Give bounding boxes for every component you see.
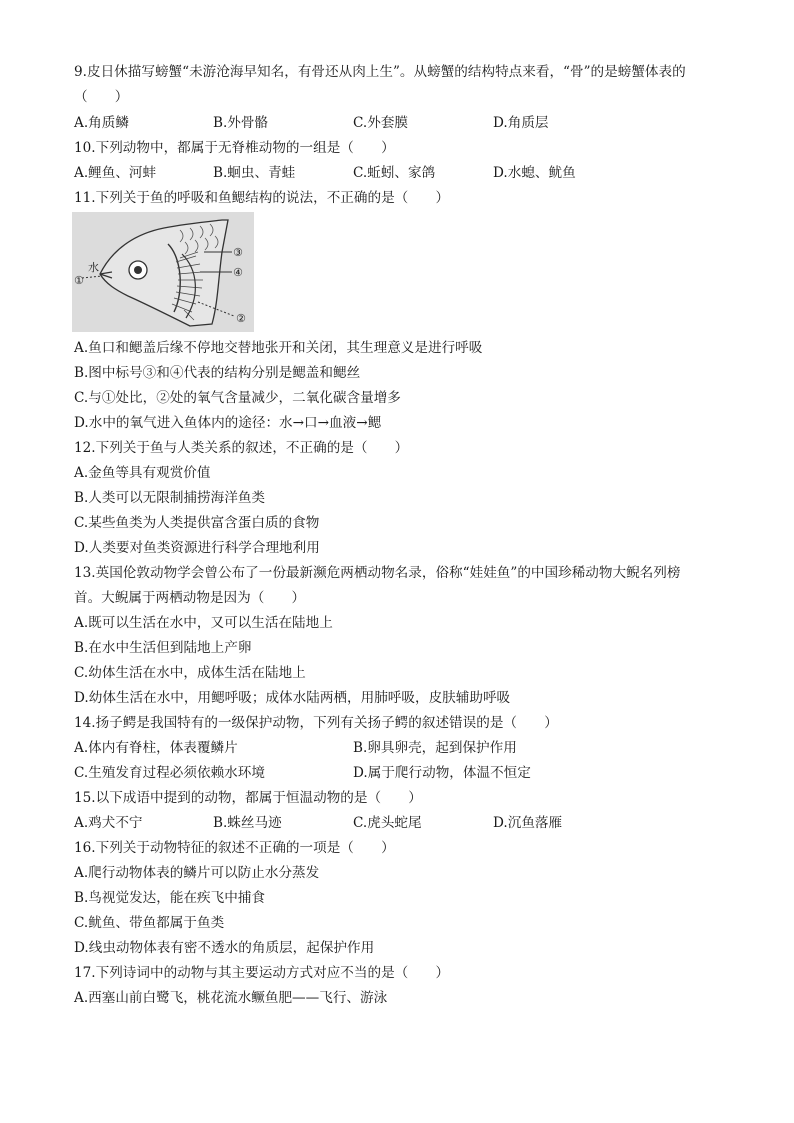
q16-option-c: C.鱿鱼、带鱼都属于鱼类 <box>74 915 225 931</box>
q12-option-d: D.人类要对鱼类资源进行科学合理地利用 <box>74 540 320 556</box>
fish-gill-figure <box>72 212 254 332</box>
fish-gill-diagram <box>72 212 254 332</box>
label-1: ① <box>74 274 84 287</box>
q15-option-a: A.鸡犬不宁 <box>74 815 143 831</box>
label-water: 水 <box>88 261 99 274</box>
q16-option-a: A.爬行动物体表的鳞片可以防止水分蒸发 <box>74 865 320 881</box>
q9-stem: 9.皮日休描写螃蟹“未游沧海早知名，有骨还从肉上生”。从螃蟹的结构特点来看，“骨”的是螃蟹体表的 <box>74 64 686 80</box>
q16-option-d: D.线虫动物体表有密不透水的角质层，起保护作用 <box>74 940 375 956</box>
q17-stem: 17.下列诗词中的动物与其主要运动方式对应不当的是（ ） <box>74 965 450 981</box>
q12-option-a: A.金鱼等具有观赏价值 <box>74 465 211 481</box>
q9-option-c: C.外套膜 <box>353 115 409 131</box>
q9-option-a: A.角质鳞 <box>74 115 129 131</box>
q16-option-b: B.鸟视觉发达，能在疾飞中捕食 <box>74 890 266 906</box>
q10-option-b: B.蛔虫、青蛙 <box>213 165 296 181</box>
q13-stem-cont: 首。大鲵属于两栖动物是因为（ ） <box>74 590 306 606</box>
fish-eye-pupil <box>134 266 142 274</box>
q12-option-b: B.人类可以无限制捕捞海洋鱼类 <box>74 490 266 506</box>
q12-stem: 12.下列关于鱼与人类关系的叙述，不正确的是（ ） <box>74 440 409 456</box>
q11-option-c: C.与①处比，②处的氧气含量减少，二氧化碳含量增多 <box>74 390 401 406</box>
q9-stem-cont: （ ） <box>74 89 129 105</box>
q10-stem: 10.下列动物中，都属于无脊椎动物的一组是（ ） <box>74 140 395 156</box>
q13-option-c: C.幼体生活在水中，成体生活在陆地上 <box>74 665 306 681</box>
q9-option-d: D.角质层 <box>493 115 549 131</box>
q15-option-c: C.虎头蛇尾 <box>353 815 422 831</box>
q14-option-c: C.生殖发育过程必须依赖水环境 <box>74 765 265 781</box>
q10-option-d: D.水螅、鱿鱼 <box>493 165 576 181</box>
q13-option-a: A.既可以生活在水中，又可以生活在陆地上 <box>74 615 333 631</box>
q15-option-d: D.沉鱼落雁 <box>493 815 563 831</box>
q13-stem: 13.英国伦敦动物学会曾公布了一份最新濒危两栖动物名录，俗称“娃娃鱼”的中国珍稀动物大鲵名列榜 <box>74 565 681 581</box>
label-3: ③ <box>233 246 243 259</box>
q17-option-a: A.西塞山前白鹭飞，桃花流水鳜鱼肥——飞行、游泳 <box>74 990 388 1006</box>
q16-stem: 16.下列关于动物特征的叙述不正确的一项是（ ） <box>74 840 395 856</box>
q14-stem: 14.扬子鳄是我国特有的一级保护动物，下列有关扬子鳄的叙述错误的是（ ） <box>74 715 558 731</box>
q12-option-c: C.某些鱼类为人类提供富含蛋白质的食物 <box>74 515 320 531</box>
water-in-arrow <box>82 276 102 278</box>
q9-option-b: B.外骨骼 <box>213 115 269 131</box>
q11-option-a: A.鱼口和鳃盖后缘不停地交替地张开和关闭，其生理意义是进行呼吸 <box>74 340 483 356</box>
q13-option-d: D.幼体生活在水中，用鳃呼吸；成体水陆两栖，用肺呼吸，皮肤辅助呼吸 <box>74 690 511 706</box>
label-4: ④ <box>233 266 243 279</box>
q11-option-d: D.水中的氧气进入鱼体内的途径：水→口→血液→鳃 <box>74 415 382 431</box>
q14-option-a: A.体内有脊柱，体表覆鳞片 <box>74 740 238 756</box>
q15-stem: 15.以下成语中提到的动物，都属于恒温动物的是（ ） <box>74 790 422 806</box>
q15-option-b: B.蛛丝马迹 <box>213 815 282 831</box>
q11-stem: 11.下列关于鱼的呼吸和鱼鳃结构的说法，不正确的是（ ） <box>74 190 450 206</box>
label-2: ② <box>236 312 246 325</box>
q14-option-d: D.属于爬行动物，体温不恒定 <box>353 765 531 781</box>
q10-option-c: C.蚯蚓、家鸽 <box>353 165 436 181</box>
q14-option-b: B.卵具卵壳，起到保护作用 <box>353 740 517 756</box>
q11-option-b: B.图中标号③和④代表的结构分别是鳃盖和鳃丝 <box>74 365 361 381</box>
q13-option-b: B.在水中生活但到陆地上产卵 <box>74 640 252 656</box>
q10-option-a: A.鲤鱼、河蚌 <box>74 165 157 181</box>
fish-head-outline <box>100 220 228 326</box>
